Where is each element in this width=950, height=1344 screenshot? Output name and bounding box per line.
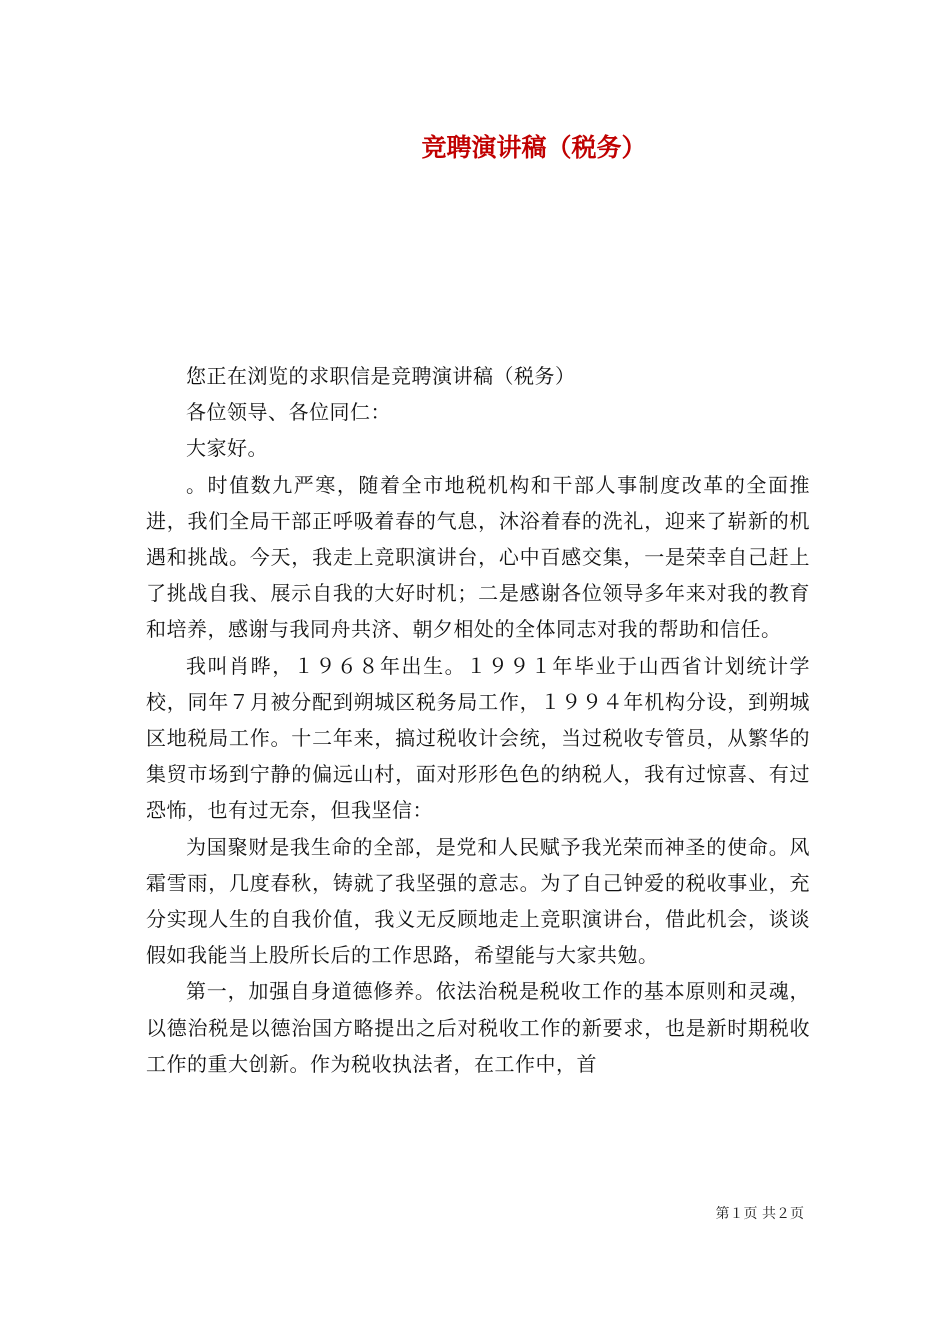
document-body [146,358,810,1082]
paragraph-point-one: 第一，加强自身道德修养。依法治税是税收工作的基本原则和灵魂，以德治税是以德治国方略提出之后对税收工作的新要求，也是新时期税收工作的重大创新。作为税收执法者，在工作中，首 [146,979,810,1076]
page-number: 第１页 共２页 [715,1206,804,1222]
paragraph-intro: 您正在浏览的求职信是竞聘演讲稿（税务） [186,364,576,388]
paragraph-self-introduction: 我叫肖晔，１９６８年出生。１９９１年毕业于山西省计划统计学校，同年７月被分配到朔城区税务局工作，１９９４年机构分设，到朔城区地税局工作。十二年来，搞过税收计会统，当过税收专管员，从繁华的集贸市场到宁静的偏远山村，面对形形色色的纳税人，我有过惊喜、有过恐怖，也有过无奈，但我坚信： [146,653,810,823]
paragraph-salutation: 各位领导、各位同仁： [186,400,391,425]
document-title: 竞聘演讲稿（税务） [421,133,647,162]
paragraph-mission: 为国聚财是我生命的全部，是党和人民赋予我光荣而神圣的使命。风霜雪雨，几度春秋，铸就了我坚强的意志。为了自己钟爱的税收事业，充分实现人生的自我价值，我义无反顾地走上竞职演讲台，借此机会，谈谈假如我能当上股所长后的工作思路，希望能与大家共勉。 [146,834,810,968]
paragraph-greeting: 大家好。 [186,436,268,461]
paragraph-opening: 。时值数九严寒，随着全市地税机构和干部人事制度改革的全面推进，我们全局干部正呼吸着春的气息，沐浴着春的洗礼，迎来了崭新的机遇和挑战。今天，我走上竞职演讲台，心中百感交集，一是荣幸自己赶上了挑战自我、展示自我的大好时机；二是感谢各位领导多年来对我的教育和培养，感谢与我同舟共济、朝夕相处的全体同志对我的帮助和信任。 [146,472,810,642]
